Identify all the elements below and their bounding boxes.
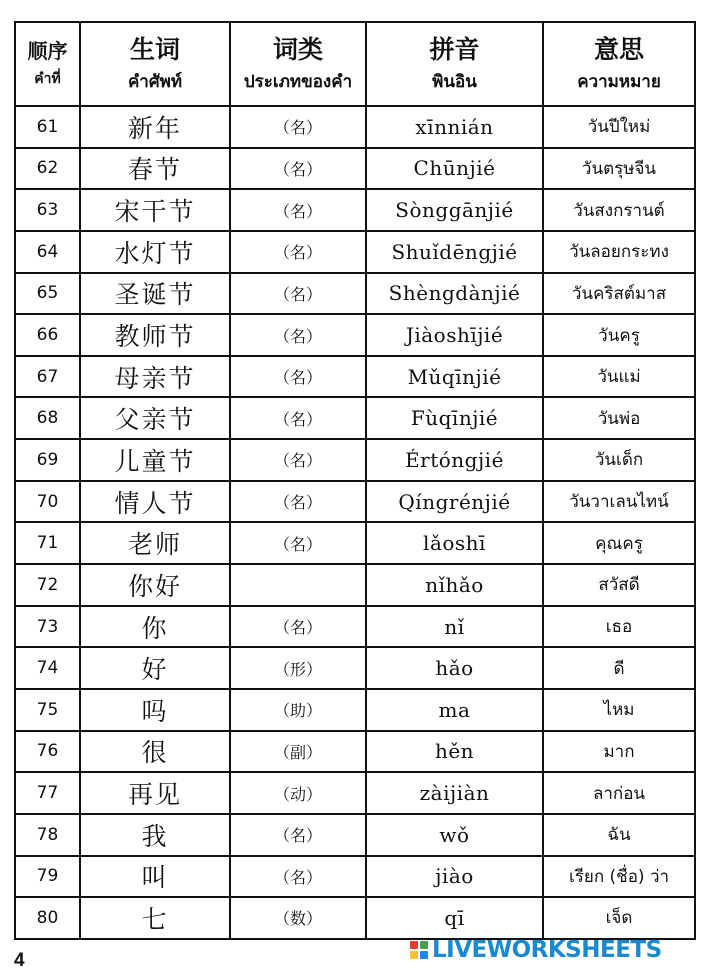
thai-meaning-cell: วันครู [543,314,695,356]
chinese-word-cell: 春节 [80,148,230,190]
chinese-word-cell: 好 [80,647,230,689]
row-number-cell: 73 [15,606,80,648]
table-row [15,231,695,273]
part-of-speech-cell: （名） [230,856,366,898]
part-of-speech-cell: （名） [230,148,366,190]
part-of-speech-cell: （动） [230,772,366,814]
header-meaning-zh: 意思 [593,35,644,64]
pinyin-cell: zàijiàn [366,772,543,814]
row-number-cell: 75 [15,689,80,731]
row-number-cell: 74 [15,647,80,689]
pinyin-cell: ma [366,689,543,731]
header-meaning [543,22,695,106]
table-row [15,397,695,439]
part-of-speech-cell: （名） [230,356,366,398]
pinyin-cell: xīnnián [366,106,543,148]
row-number-cell: 72 [15,564,80,606]
table-row [15,814,695,856]
pinyin-cell: Értóngjié [366,439,543,481]
header-part-of-speech [230,22,366,106]
chinese-word-cell: 你 [80,606,230,648]
part-of-speech-cell: （形） [230,647,366,689]
table-row [15,856,695,898]
table-row [15,439,695,481]
thai-meaning-cell: วันคริสต์มาส [543,273,695,315]
pinyin-cell: Qíngrénjié [366,481,543,523]
row-number-cell: 62 [15,148,80,190]
pinyin-cell: hěn [366,731,543,773]
row-number-cell: 65 [15,273,80,315]
thai-meaning-cell: วันสงกรานต์ [543,189,695,231]
page-number: 4 [14,950,25,971]
pinyin-cell: hǎo [366,647,543,689]
part-of-speech-cell: （名） [230,481,366,523]
vocabulary-table [14,21,696,940]
table-body [15,106,695,939]
chinese-word-cell: 宋干节 [80,189,230,231]
table-row [15,772,695,814]
chinese-word-cell: 再见 [80,772,230,814]
table-row [15,148,695,190]
pinyin-cell: Shuǐdēngjié [366,231,543,273]
thai-meaning-cell: วันแม่ [543,356,695,398]
header-word-th: คำศัพท์ [127,72,183,92]
chinese-word-cell: 七 [80,897,230,939]
row-number-cell: 67 [15,356,80,398]
part-of-speech-cell: （名） [230,106,366,148]
header-word [80,22,230,106]
chinese-word-cell: 圣诞节 [80,273,230,315]
thai-meaning-cell: ฉัน [543,814,695,856]
pinyin-cell: Chūnjié [366,148,543,190]
pinyin-cell: lǎoshī [366,522,543,564]
thai-meaning-cell: มาก [543,731,695,773]
header-order-zh: 顺序 [27,39,68,63]
pinyin-cell: Jiàoshījié [366,314,543,356]
logo-square [420,941,428,949]
logo-square [410,951,418,959]
pinyin-cell: Shèngdànjié [366,273,543,315]
header-word-zh: 生词 [129,35,180,64]
table-row [15,897,695,939]
row-number-cell: 64 [15,231,80,273]
table-row [15,314,695,356]
table-row [15,689,695,731]
table-row [15,273,695,315]
table-row [15,481,695,523]
row-number-cell: 80 [15,897,80,939]
header-order [15,22,80,106]
part-of-speech-cell: （名） [230,273,366,315]
row-number-cell: 77 [15,772,80,814]
header-order-th: คำที่ [34,71,61,87]
part-of-speech-cell: （数） [230,897,366,939]
part-of-speech-cell: （名） [230,606,366,648]
part-of-speech-cell: （助） [230,689,366,731]
thai-meaning-cell: เรียก (ชื่อ) ว่า [543,856,695,898]
thai-meaning-cell: วันเด็ก [543,439,695,481]
pinyin-cell: qī [366,897,543,939]
part-of-speech-cell: （名） [230,522,366,564]
chinese-word-cell: 很 [80,731,230,773]
table-row [15,564,695,606]
thai-meaning-cell: วันปีใหม่ [543,106,695,148]
logo-square [420,951,428,959]
header-pinyin-th: พินอิน [432,72,477,92]
pinyin-cell: wǒ [366,814,543,856]
table-row [15,731,695,773]
logo-mark-icon [410,941,428,959]
row-number-cell: 71 [15,522,80,564]
part-of-speech-cell: （名） [230,189,366,231]
header-pos-th: ประเภทของคำ [243,72,353,92]
liveworksheets-logo [410,936,662,964]
chinese-word-cell: 叫 [80,856,230,898]
chinese-word-cell: 老师 [80,522,230,564]
pinyin-cell: Mǔqīnjié [366,356,543,398]
row-number-cell: 68 [15,397,80,439]
header-pos-zh: 词类 [272,35,323,64]
row-number-cell: 70 [15,481,80,523]
table-row [15,522,695,564]
chinese-word-cell: 新年 [80,106,230,148]
part-of-speech-cell: （副） [230,731,366,773]
thai-meaning-cell: วันลอยกระทง [543,231,695,273]
table-row [15,189,695,231]
pinyin-cell: Fùqīnjié [366,397,543,439]
row-number-cell: 69 [15,439,80,481]
part-of-speech-cell: （名） [230,314,366,356]
chinese-word-cell: 情人节 [80,481,230,523]
table-row [15,106,695,148]
thai-meaning-cell: เจ็ด [543,897,695,939]
row-number-cell: 61 [15,106,80,148]
chinese-word-cell: 我 [80,814,230,856]
thai-meaning-cell: วันตรุษจีน [543,148,695,190]
thai-meaning-cell: วันวาเลนไทน์ [543,481,695,523]
logo-text: LIVEWORKSHEETS [432,937,662,963]
pinyin-cell: nǐhǎo [366,564,543,606]
table-row [15,606,695,648]
thai-meaning-cell: เธอ [543,606,695,648]
row-number-cell: 78 [15,814,80,856]
part-of-speech-cell: （名） [230,397,366,439]
logo-square [410,941,418,949]
row-number-cell: 63 [15,189,80,231]
thai-meaning-cell: วันพ่อ [543,397,695,439]
table-row [15,647,695,689]
thai-meaning-cell: สวัสดี [543,564,695,606]
part-of-speech-cell [230,564,366,606]
part-of-speech-cell: （名） [230,814,366,856]
pinyin-cell: Sònggānjié [366,189,543,231]
chinese-word-cell: 吗 [80,689,230,731]
thai-meaning-cell: คุณครู [543,522,695,564]
pinyin-cell: nǐ [366,606,543,648]
row-number-cell: 76 [15,731,80,773]
part-of-speech-cell: （名） [230,231,366,273]
row-number-cell: 66 [15,314,80,356]
thai-meaning-cell: ดี [543,647,695,689]
table-header-row [15,22,695,106]
header-meaning-th: ความหมาย [577,72,661,92]
part-of-speech-cell: （名） [230,439,366,481]
table-row [15,356,695,398]
header-pinyin [366,22,543,106]
chinese-word-cell: 水灯节 [80,231,230,273]
pinyin-cell: jiào [366,856,543,898]
chinese-word-cell: 父亲节 [80,397,230,439]
chinese-word-cell: 母亲节 [80,356,230,398]
header-pinyin-zh: 拼音 [429,35,480,64]
thai-meaning-cell: ลาก่อน [543,772,695,814]
chinese-word-cell: 儿童节 [80,439,230,481]
chinese-word-cell: 你好 [80,564,230,606]
thai-meaning-cell: ไหม [543,689,695,731]
chinese-word-cell: 教师节 [80,314,230,356]
row-number-cell: 79 [15,856,80,898]
